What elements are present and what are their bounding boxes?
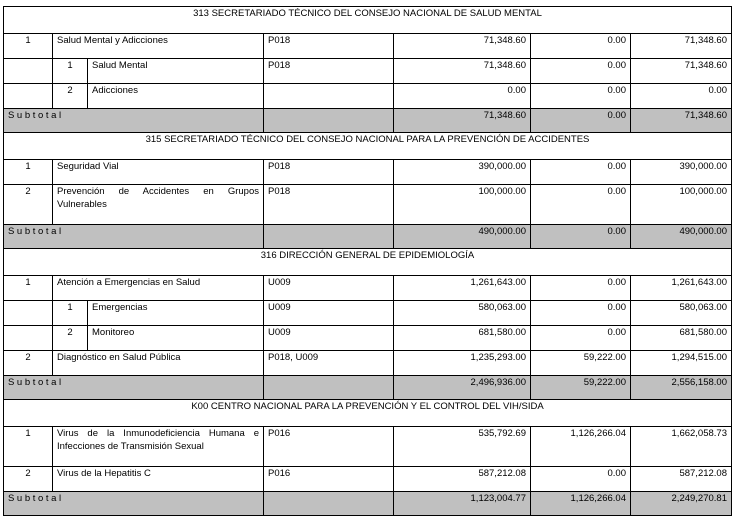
amount-1: 535,792.69 [394,427,531,467]
amount-2: 0.00 [531,84,631,109]
amount-total: 580,063.00 [631,301,732,326]
item-name: Prevención de Accidentes en Grupos Vulnerables [53,185,264,225]
amount-2: 59,222.00 [531,351,631,376]
table-row [4,160,732,185]
table-row [4,351,732,376]
amount-2: 0.00 [531,34,631,59]
program-code: U009 [264,276,394,301]
subtotal-label: Subtotal [4,376,264,400]
amount-total: 681,580.00 [631,326,732,351]
item-number: 1 [4,276,53,301]
amount-1: 71,348.60 [394,34,531,59]
amount-total: 0.00 [631,84,732,109]
subtotal-row [4,109,732,133]
item-number: 1 [4,160,53,185]
indent-cell [4,59,53,84]
amount-2: 0.00 [531,59,631,84]
amount-1: 71,348.60 [394,59,531,84]
subitem-name: Adicciones [88,84,264,109]
section-header [4,249,732,276]
subtotal-amount-1: 490,000.00 [394,225,531,249]
amount-total: 71,348.60 [631,59,732,84]
item-number: 1 [4,427,53,467]
section-header [4,400,732,427]
subtotal-blank [264,225,394,249]
subtotal-label: Subtotal [4,492,264,516]
section-title: 315 SECRETARIADO TÉCNICO DEL CONSEJO NACIONAL PARA LA PREVENCIÓN DE ACCIDENTES [4,133,732,160]
indent-cell [4,84,53,109]
amount-2: 1,126,266.04 [531,427,631,467]
subtotal-amount-2: 1,126,266.04 [531,492,631,516]
subtotal-amount-total: 2,556,158.00 [631,376,732,400]
program-code: P018 [264,59,394,84]
subtotal-amount-2: 0.00 [531,225,631,249]
subtotal-amount-2: 59,222.00 [531,376,631,400]
subitem-number: 1 [53,59,88,84]
program-code: P016 [264,427,394,467]
subtotal-amount-2: 0.00 [531,109,631,133]
item-number: 2 [4,467,53,492]
section-title: 316 DIRECCIÓN GENERAL DE EPIDEMIOLOGÍA [4,249,732,276]
amount-2: 0.00 [531,467,631,492]
subtotal-amount-1: 2,496,936.00 [394,376,531,400]
section-header [4,7,732,34]
section-title: 313 SECRETARIADO TÉCNICO DEL CONSEJO NACIONAL DE SALUD MENTAL [4,7,732,34]
program-code [264,84,394,109]
amount-2: 0.00 [531,185,631,225]
amount-total: 390,000.00 [631,160,732,185]
item-number: 2 [4,185,53,225]
table-row [4,34,732,59]
subtotal-blank [264,492,394,516]
amount-total: 1,261,643.00 [631,276,732,301]
table-row [4,185,732,225]
table-row [4,467,732,492]
program-code: P018 [264,160,394,185]
indent-cell [4,301,53,326]
subtotal-blank [264,376,394,400]
amount-1: 390,000.00 [394,160,531,185]
subtotal-blank [264,109,394,133]
program-code: P018 [264,34,394,59]
table-row [4,84,732,109]
item-name: Virus de la Inmunodeficiencia Humana e Infecciones de Transmisión Sexual [53,427,264,467]
amount-2: 0.00 [531,160,631,185]
subtotal-row [4,225,732,249]
budget-table-body [4,7,732,516]
item-name: Seguridad Vial [53,160,264,185]
subtotal-amount-total: 71,348.60 [631,109,732,133]
table-row [4,301,732,326]
subtotal-label: Subtotal [4,225,264,249]
subtotal-label: Subtotal [4,109,264,133]
amount-total: 100,000.00 [631,185,732,225]
budget-table [3,6,732,516]
table-row [4,276,732,301]
amount-1: 1,235,293.00 [394,351,531,376]
subtotal-amount-1: 1,123,004.77 [394,492,531,516]
item-number: 2 [4,351,53,376]
subtotal-amount-1: 71,348.60 [394,109,531,133]
subitem-number: 1 [53,301,88,326]
item-name: Virus de la Hepatitis C [53,467,264,492]
subitem-name: Emergencias [88,301,264,326]
subtotal-row [4,492,732,516]
subitem-number: 2 [53,326,88,351]
amount-1: 100,000.00 [394,185,531,225]
amount-2: 0.00 [531,326,631,351]
subitem-number: 2 [53,84,88,109]
table-row [4,326,732,351]
subtotal-amount-total: 490,000.00 [631,225,732,249]
item-number: 1 [4,34,53,59]
subtotal-amount-total: 2,249,270.81 [631,492,732,516]
program-code: U009 [264,301,394,326]
item-name: Diagnóstico en Salud Pública [53,351,264,376]
subitem-name: Salud Mental [88,59,264,84]
amount-2: 0.00 [531,276,631,301]
amount-total: 587,212.08 [631,467,732,492]
amount-total: 1,294,515.00 [631,351,732,376]
amount-1: 681,580.00 [394,326,531,351]
program-code: U009 [264,326,394,351]
amount-total: 1,662,058.73 [631,427,732,467]
program-code: P018 [264,185,394,225]
section-title: K00 CENTRO NACIONAL PARA LA PREVENCIÓN Y EL CONTROL DEL VIH/SIDA [4,400,732,427]
subitem-name: Monitoreo [88,326,264,351]
subtotal-row [4,376,732,400]
item-name: Salud Mental y Adicciones [53,34,264,59]
table-row [4,59,732,84]
amount-1: 580,063.00 [394,301,531,326]
section-header [4,133,732,160]
indent-cell [4,326,53,351]
program-code: P018, U009 [264,351,394,376]
table-row [4,427,732,467]
program-code: P016 [264,467,394,492]
amount-total: 71,348.60 [631,34,732,59]
amount-1: 1,261,643.00 [394,276,531,301]
amount-1: 0.00 [394,84,531,109]
item-name: Atención a Emergencias en Salud [53,276,264,301]
amount-1: 587,212.08 [394,467,531,492]
amount-2: 0.00 [531,301,631,326]
